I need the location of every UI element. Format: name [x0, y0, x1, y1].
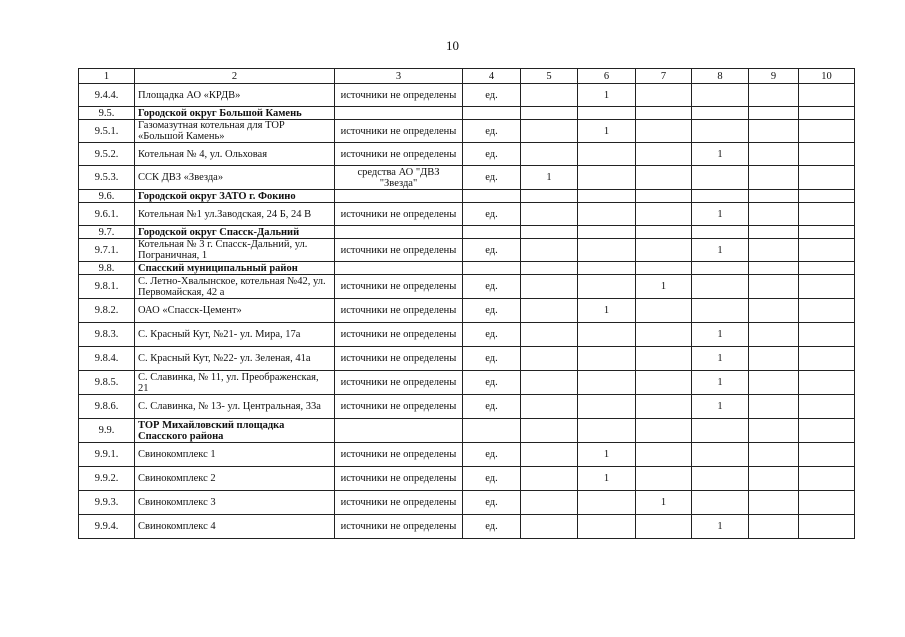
row-name: Котельная №1 ул.Заводская, 24 Б, 24 В	[135, 203, 335, 226]
row-col5-value	[521, 275, 578, 299]
row-number: 9.6.	[79, 190, 135, 203]
row-col10-value	[799, 166, 855, 190]
row-col10-value	[799, 107, 855, 120]
row-number: 9.7.	[79, 226, 135, 239]
row-col6-value	[578, 347, 636, 371]
row-col9-value	[749, 203, 799, 226]
row-col8-value	[692, 166, 749, 190]
row-name: С. Славинка, № 13- ул. Центральная, 33а	[135, 395, 335, 419]
row-col7-value	[636, 299, 692, 323]
row-name: Площадка АО «КРДВ»	[135, 84, 335, 107]
row-col10-value	[799, 371, 855, 395]
row-source	[335, 107, 463, 120]
row-col7-value	[636, 371, 692, 395]
row-col10-value	[799, 323, 855, 347]
row-col10-value	[799, 275, 855, 299]
row-col8-value: 1	[692, 347, 749, 371]
row-col7-value	[636, 467, 692, 491]
row-col6-value	[578, 371, 636, 395]
row-col8-value: 1	[692, 239, 749, 262]
section-row	[79, 226, 855, 239]
row-source: источники не определены	[335, 299, 463, 323]
row-col9-value	[749, 491, 799, 515]
table-row	[79, 371, 855, 395]
row-number: 9.5.3.	[79, 166, 135, 190]
row-col10-value	[799, 84, 855, 107]
row-name: С. Красный Кут, №22- ул. Зеленая, 41а	[135, 347, 335, 371]
row-col5-value	[521, 467, 578, 491]
row-col7-value	[636, 262, 692, 275]
row-col9-value	[749, 299, 799, 323]
row-unit: ед.	[463, 323, 521, 347]
column-header: 8	[692, 69, 749, 84]
row-name: Свинокомплекс 3	[135, 491, 335, 515]
row-number: 9.9.1.	[79, 443, 135, 467]
row-col10-value	[799, 491, 855, 515]
row-col10-value	[799, 190, 855, 203]
row-number: 9.9.3.	[79, 491, 135, 515]
table-row	[79, 166, 855, 190]
row-source: источники не определены	[335, 515, 463, 539]
section-row	[79, 107, 855, 120]
row-col7-value	[636, 166, 692, 190]
row-number: 9.8.6.	[79, 395, 135, 419]
table-row	[79, 467, 855, 491]
column-header: 5	[521, 69, 578, 84]
row-col6-value	[578, 419, 636, 443]
table-row	[79, 120, 855, 143]
row-col9-value	[749, 419, 799, 443]
row-col9-value	[749, 371, 799, 395]
column-header: 4	[463, 69, 521, 84]
row-source	[335, 262, 463, 275]
row-source: источники не определены	[335, 120, 463, 143]
row-col9-value	[749, 395, 799, 419]
row-name: Свинокомплекс 1	[135, 443, 335, 467]
row-number: 9.4.4.	[79, 84, 135, 107]
row-col7-value	[636, 84, 692, 107]
row-col7-value	[636, 323, 692, 347]
row-name: Городской округ Спасск-Дальний	[135, 226, 335, 239]
row-number: 9.8.3.	[79, 323, 135, 347]
row-source: источники не определены	[335, 371, 463, 395]
row-col5-value	[521, 262, 578, 275]
row-source: источники не определены	[335, 347, 463, 371]
row-col5-value	[521, 515, 578, 539]
row-unit	[463, 190, 521, 203]
row-name: ТОР Михайловский площадка Спасского района	[135, 419, 335, 443]
table-row	[79, 143, 855, 166]
row-unit: ед.	[463, 275, 521, 299]
section-row	[79, 419, 855, 443]
table-row	[79, 275, 855, 299]
row-number: 9.9.2.	[79, 467, 135, 491]
row-col7-value	[636, 515, 692, 539]
row-col10-value	[799, 120, 855, 143]
row-col8-value	[692, 262, 749, 275]
row-col8-value	[692, 443, 749, 467]
row-unit: ед.	[463, 491, 521, 515]
row-unit	[463, 419, 521, 443]
column-header: 10	[799, 69, 855, 84]
row-col5-value	[521, 84, 578, 107]
row-col10-value	[799, 467, 855, 491]
column-header: 1	[79, 69, 135, 84]
row-col9-value	[749, 443, 799, 467]
row-unit: ед.	[463, 347, 521, 371]
row-col10-value	[799, 515, 855, 539]
row-col6-value	[578, 275, 636, 299]
row-source: источники не определены	[335, 203, 463, 226]
row-number: 9.8.	[79, 262, 135, 275]
row-col7-value	[636, 120, 692, 143]
document-table	[78, 68, 855, 539]
row-source: источники не определены	[335, 395, 463, 419]
row-col9-value	[749, 515, 799, 539]
row-col8-value	[692, 107, 749, 120]
row-col5-value: 1	[521, 166, 578, 190]
row-col10-value	[799, 443, 855, 467]
row-name: Газомазутная котельная для ТОР «Большой Камень»	[135, 120, 335, 143]
row-number: 9.6.1.	[79, 203, 135, 226]
row-number: 9.7.1.	[79, 239, 135, 262]
section-row	[79, 262, 855, 275]
row-col6-value	[578, 203, 636, 226]
row-col8-value	[692, 299, 749, 323]
row-col10-value	[799, 262, 855, 275]
row-col6-value	[578, 395, 636, 419]
row-unit: ед.	[463, 467, 521, 491]
row-col9-value	[749, 239, 799, 262]
row-source: источники не определены	[335, 239, 463, 262]
row-col8-value	[692, 275, 749, 299]
row-col6-value	[578, 323, 636, 347]
row-name: ССК ДВЗ «Звезда»	[135, 166, 335, 190]
row-col8-value	[692, 84, 749, 107]
row-unit: ед.	[463, 203, 521, 226]
row-unit: ед.	[463, 143, 521, 166]
column-header: 9	[749, 69, 799, 84]
row-col5-value	[521, 347, 578, 371]
row-col5-value	[521, 395, 578, 419]
row-col7-value	[636, 347, 692, 371]
row-source: источники не определены	[335, 491, 463, 515]
row-col6-value: 1	[578, 120, 636, 143]
row-number: 9.8.1.	[79, 275, 135, 299]
row-col8-value: 1	[692, 143, 749, 166]
row-col7-value	[636, 203, 692, 226]
row-col5-value	[521, 323, 578, 347]
row-source: источники не определены	[335, 323, 463, 347]
row-col10-value	[799, 299, 855, 323]
row-number: 9.5.2.	[79, 143, 135, 166]
row-col8-value: 1	[692, 395, 749, 419]
row-col8-value: 1	[692, 515, 749, 539]
row-col9-value	[749, 190, 799, 203]
table-row	[79, 347, 855, 371]
row-col6-value	[578, 166, 636, 190]
row-unit: ед.	[463, 84, 521, 107]
row-col6-value: 1	[578, 443, 636, 467]
row-col9-value	[749, 323, 799, 347]
row-col6-value: 1	[578, 467, 636, 491]
row-col6-value	[578, 262, 636, 275]
row-unit: ед.	[463, 239, 521, 262]
row-col6-value	[578, 491, 636, 515]
row-unit: ед.	[463, 166, 521, 190]
row-col9-value	[749, 226, 799, 239]
row-name: Городской округ ЗАТО г. Фокино	[135, 190, 335, 203]
row-col7-value	[636, 239, 692, 262]
row-col6-value	[578, 226, 636, 239]
row-col9-value	[749, 107, 799, 120]
table-row	[79, 323, 855, 347]
row-number: 9.8.4.	[79, 347, 135, 371]
table-row	[79, 239, 855, 262]
row-col8-value	[692, 190, 749, 203]
row-col7-value	[636, 190, 692, 203]
row-source	[335, 190, 463, 203]
row-unit: ед.	[463, 371, 521, 395]
row-col9-value	[749, 347, 799, 371]
row-unit: ед.	[463, 515, 521, 539]
row-unit: ед.	[463, 443, 521, 467]
row-col9-value	[749, 166, 799, 190]
row-source: источники не определены	[335, 143, 463, 166]
row-col9-value	[749, 143, 799, 166]
row-name: С. Красный Кут, №21- ул. Мира, 17а	[135, 323, 335, 347]
row-col5-value	[521, 190, 578, 203]
row-name: Котельная № 4, ул. Ольховая	[135, 143, 335, 166]
row-col7-value: 1	[636, 275, 692, 299]
row-col10-value	[799, 203, 855, 226]
row-col9-value	[749, 84, 799, 107]
row-col8-value	[692, 491, 749, 515]
row-name: Городской округ Большой Камень	[135, 107, 335, 120]
row-name: ОАО «Спасск-Цемент»	[135, 299, 335, 323]
row-col8-value	[692, 467, 749, 491]
row-name: Свинокомплекс 2	[135, 467, 335, 491]
row-unit	[463, 226, 521, 239]
row-col5-value	[521, 419, 578, 443]
row-col10-value	[799, 395, 855, 419]
row-col10-value	[799, 347, 855, 371]
row-col5-value	[521, 239, 578, 262]
row-source: средства АО "ДВЗ "Звезда"	[335, 166, 463, 190]
column-header: 7	[636, 69, 692, 84]
column-header: 3	[335, 69, 463, 84]
table-row	[79, 84, 855, 107]
table-row	[79, 299, 855, 323]
row-col5-value	[521, 299, 578, 323]
row-source	[335, 226, 463, 239]
row-unit: ед.	[463, 120, 521, 143]
row-unit: ед.	[463, 395, 521, 419]
table-row	[79, 515, 855, 539]
table-row	[79, 203, 855, 226]
row-col9-value	[749, 467, 799, 491]
row-col5-value	[521, 491, 578, 515]
row-col9-value	[749, 120, 799, 143]
row-col7-value	[636, 419, 692, 443]
row-col8-value	[692, 226, 749, 239]
row-col8-value: 1	[692, 323, 749, 347]
row-name: С. Славинка, № 11, ул. Преображенская, 21	[135, 371, 335, 395]
row-col10-value	[799, 226, 855, 239]
table-row	[79, 491, 855, 515]
row-col8-value	[692, 419, 749, 443]
row-number: 9.9.	[79, 419, 135, 443]
row-unit: ед.	[463, 299, 521, 323]
row-col5-value	[521, 143, 578, 166]
column-header: 2	[135, 69, 335, 84]
row-col5-value	[521, 203, 578, 226]
row-col6-value	[578, 190, 636, 203]
row-col7-value	[636, 143, 692, 166]
row-col6-value: 1	[578, 299, 636, 323]
row-source: источники не определены	[335, 275, 463, 299]
row-col5-value	[521, 443, 578, 467]
row-col8-value	[692, 120, 749, 143]
row-col9-value	[749, 262, 799, 275]
row-source: источники не определены	[335, 467, 463, 491]
row-col7-value	[636, 226, 692, 239]
row-number: 9.8.2.	[79, 299, 135, 323]
row-col7-value	[636, 107, 692, 120]
row-col7-value	[636, 443, 692, 467]
row-col10-value	[799, 143, 855, 166]
row-col8-value: 1	[692, 371, 749, 395]
row-name: С. Летно-Хвалынское, котельная №42, ул. Первомайская, 42 а	[135, 275, 335, 299]
row-col5-value	[521, 107, 578, 120]
row-col6-value	[578, 239, 636, 262]
row-number: 9.8.5.	[79, 371, 135, 395]
row-col7-value: 1	[636, 491, 692, 515]
page-number: 10	[446, 38, 459, 53]
row-number: 9.9.4.	[79, 515, 135, 539]
row-unit	[463, 107, 521, 120]
row-col6-value	[578, 515, 636, 539]
row-col8-value: 1	[692, 203, 749, 226]
row-col9-value	[749, 275, 799, 299]
row-col7-value	[636, 395, 692, 419]
row-col10-value	[799, 419, 855, 443]
column-header: 6	[578, 69, 636, 84]
row-number: 9.5.	[79, 107, 135, 120]
table-body	[79, 84, 855, 539]
row-col6-value: 1	[578, 84, 636, 107]
row-col10-value	[799, 239, 855, 262]
row-source: источники не определены	[335, 84, 463, 107]
row-col5-value	[521, 371, 578, 395]
row-col5-value	[521, 120, 578, 143]
table-row	[79, 395, 855, 419]
row-col6-value	[578, 107, 636, 120]
row-unit	[463, 262, 521, 275]
row-name: Спасский муниципальный район	[135, 262, 335, 275]
row-col5-value	[521, 226, 578, 239]
row-col6-value	[578, 143, 636, 166]
row-source: источники не определены	[335, 443, 463, 467]
table-header-row	[79, 69, 855, 84]
row-source	[335, 419, 463, 443]
table-row	[79, 443, 855, 467]
row-number: 9.5.1.	[79, 120, 135, 143]
section-row	[79, 190, 855, 203]
row-name: Свинокомплекс 4	[135, 515, 335, 539]
row-name: Котельная № 3 г. Спасск-Дальний, ул. Пограничная, 1	[135, 239, 335, 262]
